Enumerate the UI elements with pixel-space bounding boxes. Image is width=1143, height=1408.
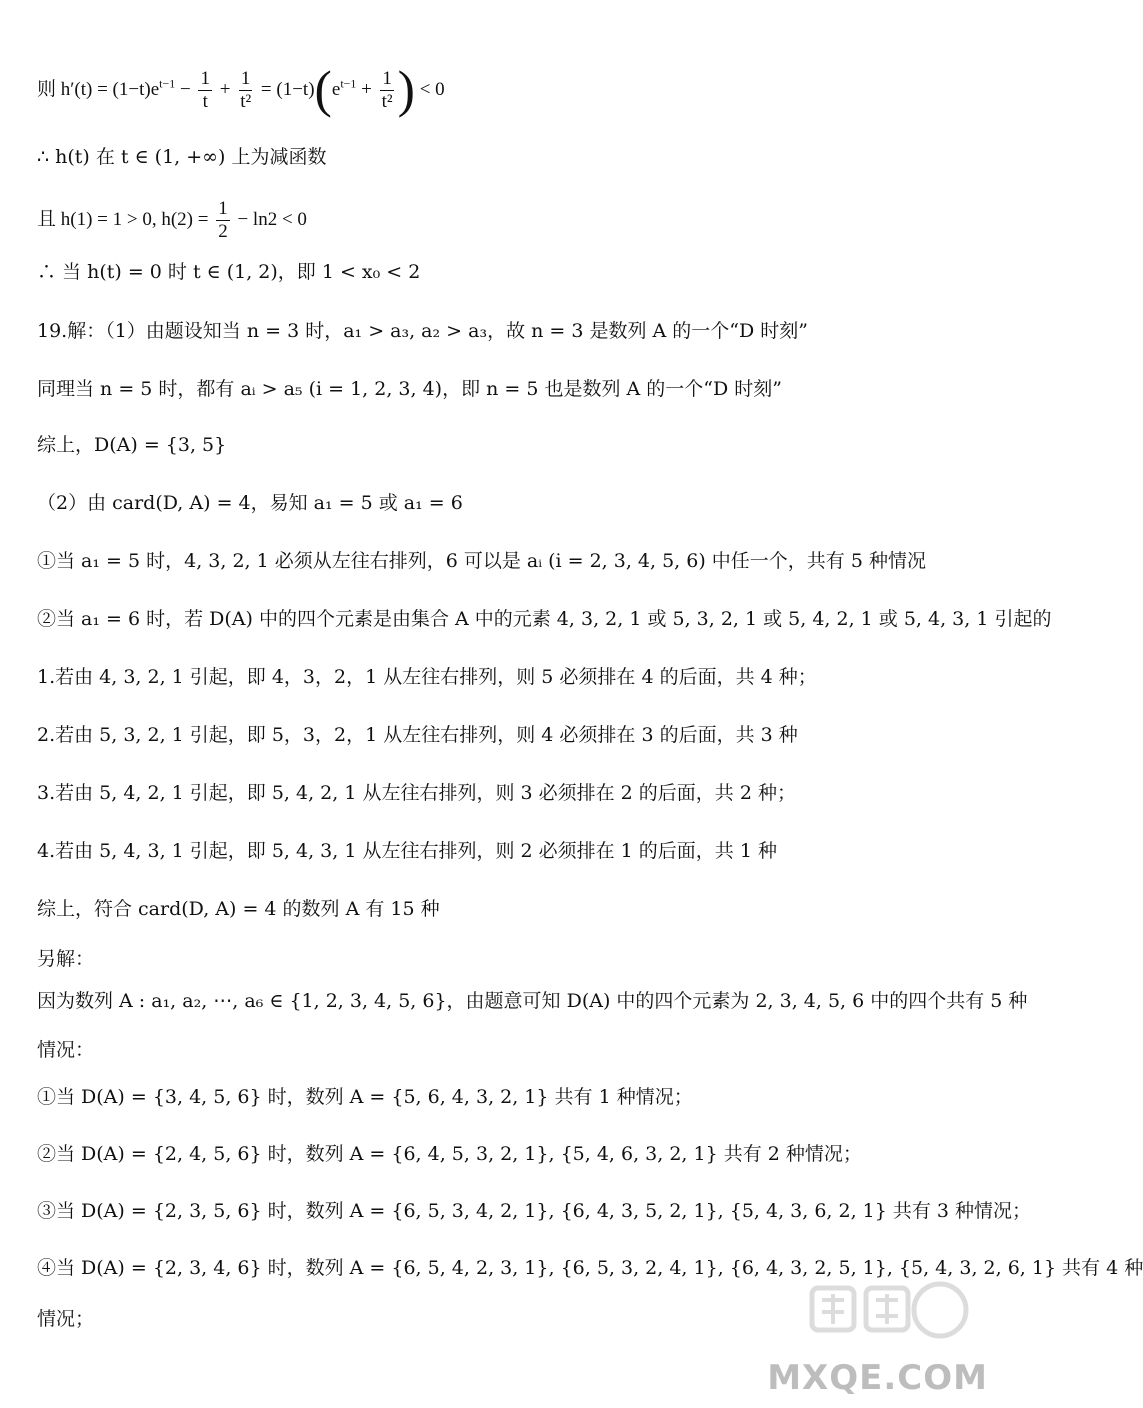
equation-derivative — [37, 61, 970, 119]
text-line: ②当 a₁ = 6 时，若 D(A) 中的四个元素是由集合 A 中的元素 4, 3, 2, 1 或 5, 3, 2, 1 或 5, 4, 2, 1 或 5, 4, 3, 1 引起的 — [37, 608, 1052, 630]
eq-part: 且 h(1) = 1 > 0, h(2) = — [37, 208, 214, 230]
text-line: ∴ h(t) 在 t ∈ (1, +∞) 上为减函数 — [37, 146, 327, 168]
fraction: $\frac{1}{\text{t²}}$ — [240, 68, 252, 112]
minus-sign: − — [180, 78, 196, 100]
eq-sup: t−1 — [340, 76, 357, 91]
text-line: 情况； — [37, 1308, 95, 1330]
eq-sup: t−1 — [159, 76, 176, 91]
text-line: 情况： — [37, 1039, 95, 1061]
watermark-text: MXQE.COM — [767, 1358, 988, 1398]
text-line: 1.若由 4, 3, 2, 1 引起，即 4，3，2，1 从左往右排列，则 5 必须排在 4 的后面，共 4 种； — [37, 666, 817, 688]
text-line: 3.若由 5, 4, 2, 1 引起，即 5, 4, 2, 1 从左往右排列，则 3 必须排在 2 的后面，共 2 种； — [37, 782, 796, 804]
left-paren: ( — [314, 61, 332, 119]
text-line: ①当 D(A) = {3, 4, 5, 6} 时，数列 A = {5, 6, 4, 3, 2, 1} 共有 1 种情况； — [37, 1086, 693, 1108]
text-line: ④当 D(A) = {2, 3, 4, 6} 时，数列 A = {6, 5, 4, 2, 3, 1}, {6, 5, 3, 2, 4, 1}, {6, 4, 3, 2, 5, 1}, {5, 4, 3, 2, 6, 1} 共有 4 种 — [37, 1257, 1143, 1279]
text-line: 同理当 n = 5 时，都有 aᵢ > a₅ (i = 1, 2, 3, 4)，即 n = 5 也是数列 A 的一个“D 时刻” — [37, 378, 782, 400]
fraction: $\frac{1}{\text{t²}}$ — [381, 68, 393, 112]
text-line: ∴ 当 h(t) = 0 时 t ∈ (1, 2)，即 1 < x₀ < 2 — [37, 261, 421, 283]
eq-part: e — [331, 78, 341, 100]
text-line: （2）由 card(D, A) = 4，易知 a₁ = 5 或 a₁ = 6 — [37, 492, 463, 514]
eq-part: = (1−t) — [260, 78, 315, 100]
text-line: 2.若由 5, 3, 2, 1 引起，即 5，3，2，1 从左往右排列，则 4 必须排在 3 的后面，共 3 种 — [37, 724, 798, 746]
text-line: ②当 D(A) = {2, 4, 5, 6} 时，数列 A = {6, 4, 5, 3, 2, 1}, {5, 4, 6, 3, 2, 1} 共有 2 种情况； — [37, 1143, 862, 1165]
text-line: 4.若由 5, 4, 3, 1 引起，即 5, 4, 3, 1 从左往右排列，则 2 必须排在 1 的后面，共 1 种 — [37, 840, 777, 862]
text-line: 19.解：（1）由题设知当 n = 3 时，a₁ > a₃, a₂ > a₃，故 n = 3 是数列 A 的一个“D 时刻” — [37, 320, 808, 342]
eq-part: 则 h′(t) = (1−t)e — [37, 78, 160, 100]
right-paren: ) — [397, 61, 415, 119]
eq-part: − ln2 < 0 — [232, 208, 307, 230]
eq-part: + — [356, 78, 377, 100]
text-line: 因为数列 A : a₁, a₂, ⋯, a₆ ∈ {1, 2, 3, 4, 5, 6}，由题意可知 D(A) 中的四个元素为 2, 3, 4, 5, 6 中的四个共有 5 种 — [37, 990, 1028, 1012]
text-line: 综上，符合 card(D, A) = 4 的数列 A 有 15 种 — [37, 898, 440, 920]
text-line: 综上，D(A) = {3, 5} — [37, 434, 227, 456]
text-line: ①当 a₁ = 5 时，4, 3, 2, 1 必须从左往右排列，6 可以是 aᵢ (i = 2, 3, 4, 5, 6) 中任一个，共有 5 种情况 — [37, 550, 926, 572]
equation-h-values — [37, 198, 970, 243]
fraction: $\frac{1}{2}$ — [218, 198, 228, 242]
text-line: 另解： — [37, 948, 95, 970]
plus-sign: + — [219, 78, 231, 100]
eq-part: < 0 — [419, 78, 445, 100]
text-line: ③当 D(A) = {2, 3, 5, 6} 时，数列 A = {6, 5, 3, 4, 2, 1}, {6, 4, 3, 5, 2, 1}, {5, 4, 3, 6, 2, 1} 共有 3 种情况； — [37, 1200, 1032, 1222]
fraction: $\frac{1}{t}$ — [200, 68, 210, 112]
